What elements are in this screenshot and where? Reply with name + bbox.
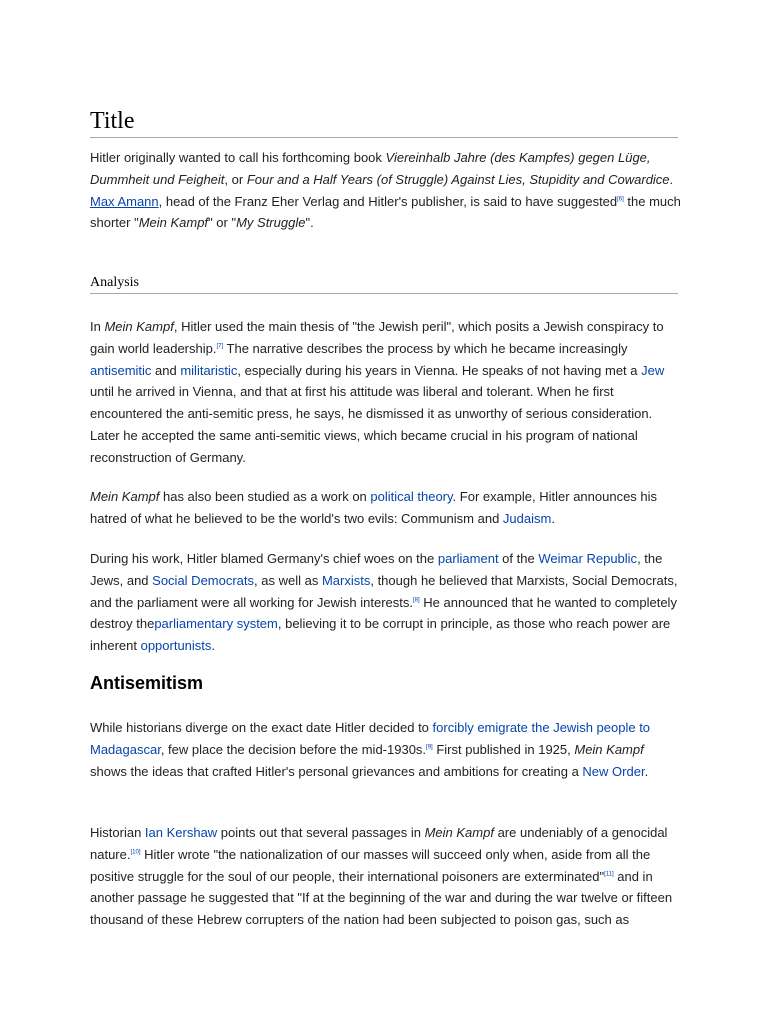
paragraph-antisemitism-1 [90,717,682,782]
text: of the [498,551,539,566]
text: " or " [208,215,237,231]
italic-mein-kampf: Mein Kampf [104,319,174,334]
link-weimar-republic[interactable]: Weimar Republic [538,551,638,566]
text: the much shorter " [90,193,681,231]
text: First published in 1925, [432,741,575,757]
citation-7[interactable]: [7] [216,343,224,350]
link-parliament[interactable]: parliament [437,551,499,566]
citation-6[interactable]: [6] [617,196,624,203]
italic-mein-kampf: Mein Kampf [424,825,494,840]
text: . [551,510,555,526]
text: , head of the Franz Eher Verlag and Hitler's publisher, is said to have suggested [158,193,618,209]
paragraph-analysis-3 [90,548,682,657]
link-marxists[interactable]: Marxists [321,572,371,588]
text: He announced that he wanted to completely destroy the [90,594,677,632]
italic-mein-kampf: Mein Kampf [90,489,160,504]
paragraph-antisemitism-2 [90,822,682,931]
text: shows the ideas that crafted Hitler's personal grievances and ambitions for creating a [90,763,583,779]
text: Historian [90,825,145,840]
link-antisemitic[interactable]: antisemitic [90,362,152,378]
text: ". [305,215,314,231]
text: While historians diverge on the exact date Hitler decided to [90,720,433,735]
text: , few place the decision before the mid-1930s. [160,741,427,757]
paragraph-title-intro [90,147,682,234]
section-heading-title: Title [90,106,678,138]
italic-mein-kampf: Mein Kampf [138,215,209,231]
section-heading-analysis: Analysis [90,274,678,294]
text: . [644,763,649,779]
citation-9[interactable]: [9] [426,744,433,751]
text: , Hitler used the main thesis of "the Jewish peril", which posits a Jewish conspiracy to gain world leadership. [90,319,664,356]
citation-10[interactable]: [10] [130,849,141,856]
text: , the Jews, and [90,551,663,588]
text: , believing it to be corrupt in principle, as those who reach power are inherent [90,616,671,654]
text: . For example, Hitler announces his hatred of what he believed to be the world's two evils: Communism and [90,489,658,526]
book-title-english: Four and a Half Years (of Struggle) Against Lies, Stupidity and Cowardice [246,171,670,187]
text: During his work, Hitler blamed Germany's chief woes on the [90,551,438,566]
text: . [669,171,674,187]
citation-8[interactable]: [8] [412,597,420,604]
paragraph-analysis-1 [90,316,682,469]
text: , or [224,171,247,187]
text: and [151,362,181,378]
text: In [90,319,105,334]
text: , though he believed that Marxists, Social Democrats, and the parliament were all working for Jewish interests. [90,572,678,610]
text: and in another passage he suggested that "If at the beginning of the war and during the war twelve or fifteen thousand of these Hebrew corrupters of the nation had been subjected to poison gas, such as [90,868,673,928]
link-parliamentary-system[interactable]: parliamentary system [154,616,278,632]
link-max-amann[interactable]: Max Amann [90,193,159,209]
book-title-german: Viereinhalb Jahre (des Kampfes) gegen Lüge, Dummheit und Feigheit [90,150,651,187]
text: , especially during his years in Vienna. He speaks of not having met a [237,362,642,378]
link-opportunists[interactable]: opportunists [140,638,212,654]
citation-11[interactable]: [11] [604,871,614,878]
text: are undeniably of a genocidal nature. [90,825,668,862]
text: has also been studied as a work on [159,489,371,504]
text: Hitler originally wanted to call his forthcoming book [90,150,386,165]
text: The narrative describes the process by which he became increasingly [223,340,628,356]
text: points out that several passages in [217,825,425,840]
paragraph-analysis-2 [90,486,682,530]
text: , as well as [254,572,322,588]
link-judaism[interactable]: Judaism [502,510,552,526]
link-militaristic[interactable]: militaristic [180,362,238,378]
section-heading-antisemitism: Antisemitism [90,673,204,693]
italic-mein-kampf: Mein Kampf [574,741,644,757]
link-ian-kershaw[interactable]: Ian Kershaw [144,825,218,840]
text: until he arrived in Vienna, and that at first his attitude was liberal and tolerant. When he first encountered the anti-semitic press, he says, he dismissed it as unworthy of serious consideration. Later he accepted the same anti-semitic views, which became crucial in his program of national reconstruction of Germany. [90,384,653,465]
italic-my-struggle: My Struggle [236,215,306,231]
link-jew[interactable]: Jew [641,362,665,378]
text: . [211,638,216,654]
link-madagascar-plan[interactable]: forcibly emigrate the Jewish people to Madagascar [90,720,651,757]
link-new-order[interactable]: New Order [582,763,645,779]
link-political-theory[interactable]: political theory [370,489,453,504]
link-social-democrats[interactable]: Social Democrats [152,572,255,588]
text: Hitler wrote "the nationalization of our masses will succeed only when, aside from all the positive struggle for the soul of our people, their international poisoners are exterminated" [90,846,651,884]
